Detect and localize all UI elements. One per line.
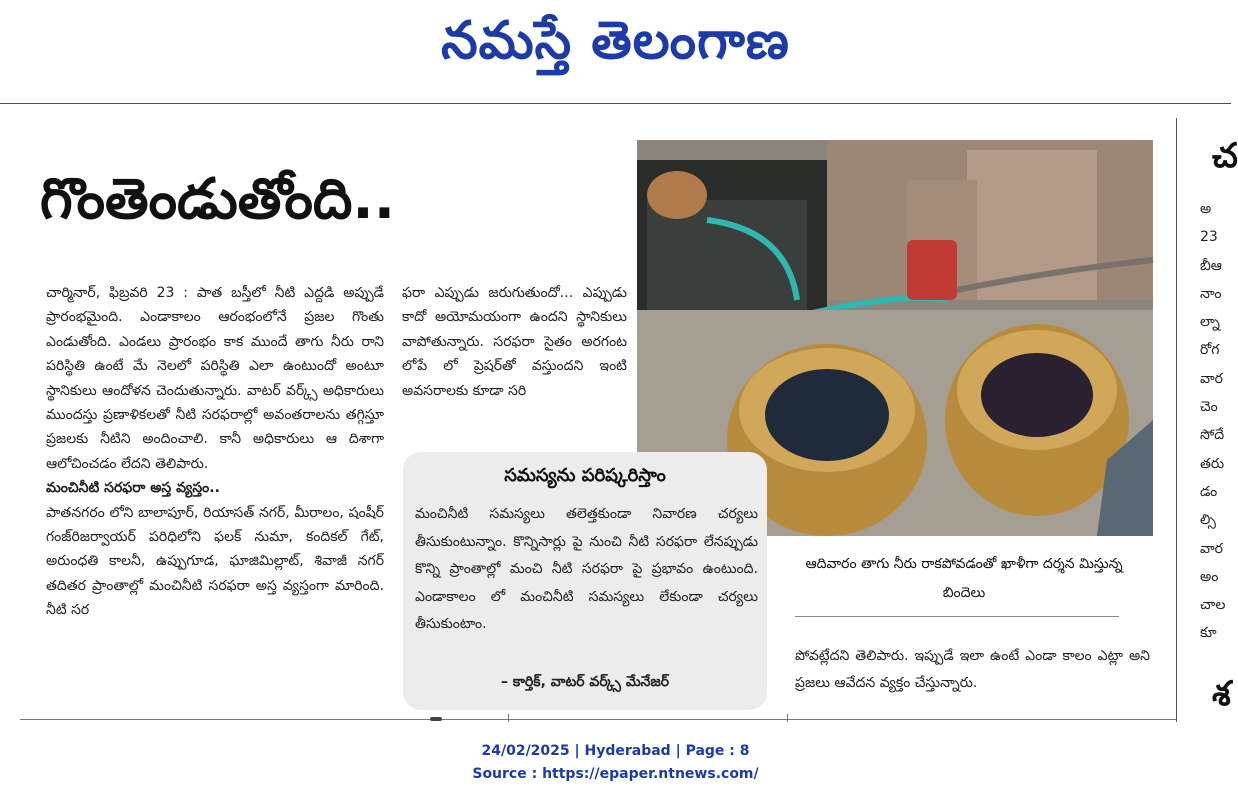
article-column-1 — [46, 281, 384, 623]
adjacent-article-head: చ — [1212, 136, 1238, 176]
article-paragraph: చార్మినార్, ఫిబ్రవరి 23 : పాత బస్తీలో నీటి ఎద్దడి అప్పుడే ప్రారంభమైంది. ఎండాకాలం ఆరంభంలోనే ప్రజల గొంతు ఎండుతోంది. ఎండలు ప్రారంభం కాక ముందే తాగు నీరు రాని పరిస్థితి ఉంటే మే నెలలో పరిస్థితి ఎలా ఉంటుందో అంటూ స్థానికులు ఆందోళన చెందుతున్నారు. వాటర్ వర్క్స్ అధికారులు ముందస్తు ప్రణాళికలతో నీటి సరఫరాల్లో అవంతరాలను తగ్గిస్తూ ప్రజలకు నీటిని అందించాలి. కానీ అధికారులు ఆ దిశాగా ఆలోచించడం లేదని తెలిపారు. — [46, 285, 384, 472]
adjacent-line: చెం — [1200, 399, 1218, 416]
quote-box-signature: – కార్తిక్, వాటర్ వర్క్స్ మేనేజర్ — [500, 674, 670, 690]
adjacent-article-head-2: శ — [1212, 674, 1231, 714]
adjacent-line: అ — [1200, 201, 1212, 217]
adjacent-line: రోగ — [1200, 342, 1220, 359]
article-paragraph: పాతనగరం లోని బాలాపూర్, రియాసత్ నగర్, మీరాలం, షంషీర్ గంజ్‌రిజర్వాయర్ పరిధిలోని ఫలక్ నుమా, కందికల్ గేట్, అరుంధతి కాలనీ, ఉప్పుగూడ, ఘాజిమిల్లాట్, శివాజీ నగర్ తదితర ప్రాంతాల్లో మంచినీటి సరఫరా అస్త వ్యస్తంగా మారింది. నీటి సర — [46, 504, 384, 619]
adjacent-line: డం — [1200, 483, 1218, 500]
adjacent-line: బీఆ — [1200, 257, 1222, 274]
adjacent-line: అం — [1200, 568, 1219, 585]
adjacent-line: వార — [1200, 370, 1223, 387]
masthead — [0, 0, 1231, 102]
bottom-divider — [20, 719, 1176, 720]
newspaper-logo: నమస్తే తెలంగాణ — [441, 11, 790, 71]
adjacent-line: నాం — [1200, 285, 1222, 302]
masthead-divider — [0, 103, 1231, 104]
footer-source-link[interactable]: Source : https://epaper.ntnews.com/ — [472, 766, 759, 782]
article-headline: గొంతెండుతోంది.. — [40, 167, 395, 232]
bottom-divider-tick — [787, 714, 788, 722]
caption-divider — [795, 616, 1119, 617]
footer-date-page: 24/02/2025 | Hyderabad | Page : 8 — [481, 743, 750, 759]
bottom-divider-tick — [508, 714, 509, 722]
photo-caption: ఆదివారం తాగు నీరు రాకపోవడంతో ఖాళీగా దర్శన మిస్తున్న బిందెలు — [805, 556, 1123, 601]
article-column-2 — [402, 281, 627, 403]
adjacent-line: చాల — [1200, 597, 1226, 614]
article-tail-paragraph: పోవట్లేదని తెలిపారు. ఇప్పుడే ఇలా ఉంటే ఎండా కాలం ఎట్లా అని ప్రజలు ఆవేదన వ్యక్తం చేస్తున్నారు. — [795, 648, 1150, 691]
adjacent-line: తరు — [1200, 455, 1225, 472]
quote-box-body: మంచినీటి సమస్యలు తలెత్తకుండా నివారణ చర్యలు తీసుకుంటున్నాం. కొన్నిసార్లు పై నుంచి నీటి సరఫరా లేనప్పుడు కొన్ని ప్రాంతాల్లో మంచి నీటి సరఫరా పై ప్రభావం ఉంటుంది. ఎండాకాలం లో మంచినీటి సమస్యలు లేకుండా చర్యలు తీసుకుంటాం. — [415, 506, 758, 632]
quote-box-title: సమస్యను పరిష్కరిస్తాం — [504, 465, 666, 486]
bottom-divider-tick — [430, 717, 442, 721]
quote-box — [403, 452, 767, 710]
adjacent-line: కూ — [1200, 625, 1217, 642]
adjacent-line: సోదే — [1200, 427, 1225, 444]
adjacent-line: 23 — [1200, 229, 1218, 246]
article-paragraph: ఫరా ఎప్పుడు జరుగుతుందో... ఎప్పుడు కాదో అయోమయంగా ఉందని స్థానికులు వాపోతున్నారు. సరఫరా సైతం అరగంట లోపే లో ప్రెషర్‌తో వస్తుందని ఇంటి అవసరాలకు కూడా సరి — [402, 285, 627, 399]
adjacent-article-column — [1200, 195, 1231, 648]
adjacent-line: ల్నా — [1200, 314, 1220, 331]
column-divider — [1176, 118, 1177, 722]
adjacent-line: వార — [1200, 540, 1223, 557]
article-subhead: మంచినీటి సరఫరా అస్త వ్యస్తం.. — [46, 480, 220, 497]
adjacent-line: ల్సి — [1200, 512, 1216, 529]
